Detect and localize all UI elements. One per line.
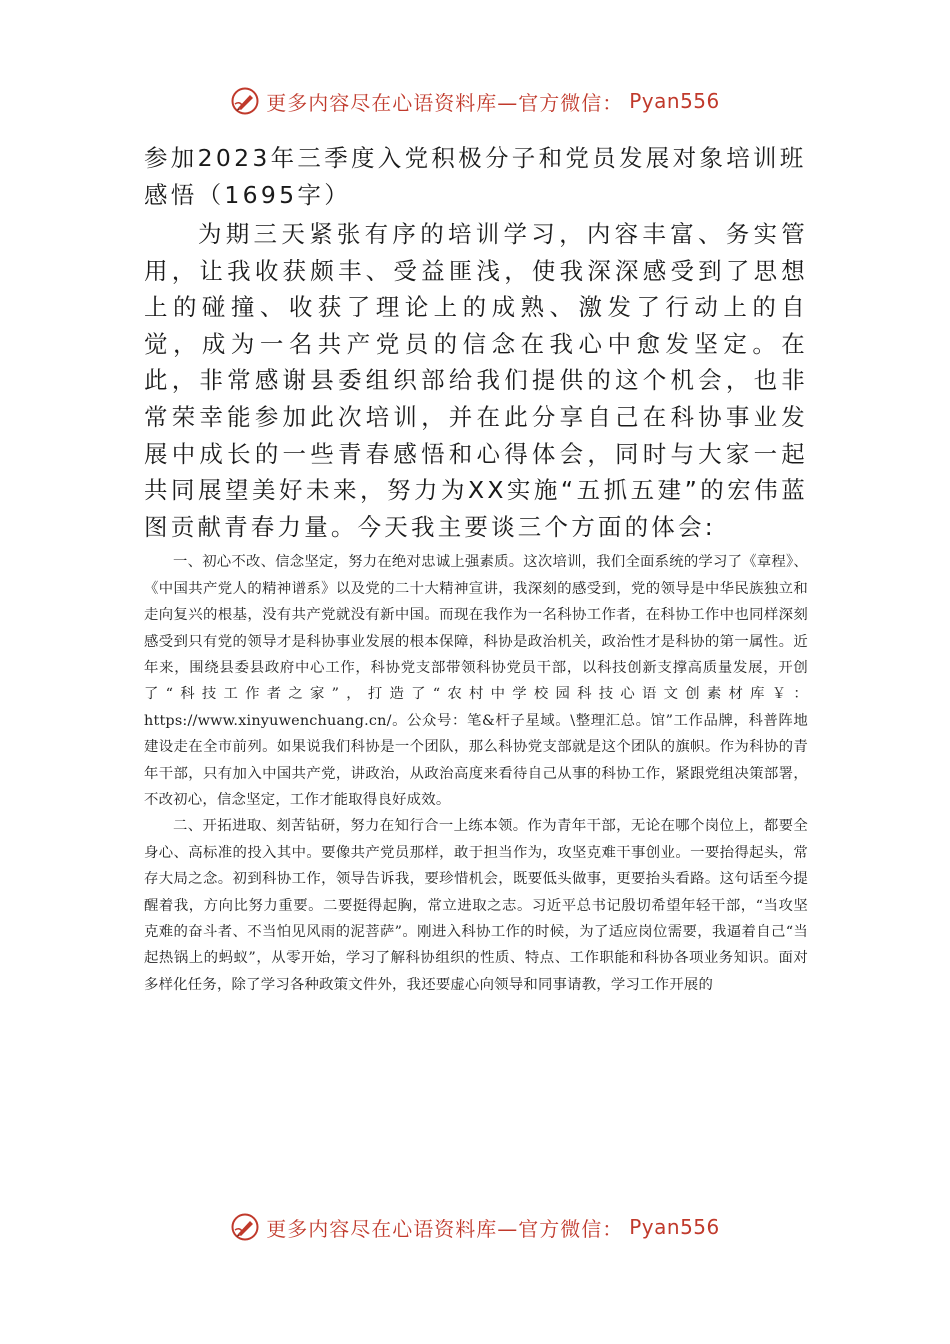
pen-logo-icon [230,1212,260,1242]
document-title: 参加2023年三季度入党积极分子和党员发展对象培训班感悟（1695字） [144,144,807,209]
watermark-footer [0,1212,950,1242]
pen-logo-icon [230,86,260,116]
document-body [144,140,808,998]
intro-paragraph: 为期三天紧张有序的培训学习，内容丰富、务实管用，让我收获颇丰、受益匪浅，使我深深感受到了思想上的碰撞、收获了理论上的成熟、激发了行动上的自觉，成为一名共产党员的信念在我心中愈发坚定。在此，非常感谢县委组织部给我们提供的这个机会，也非常荣幸能参加此次培训，并在此分享自己在科协事业发展中成长的一些青春感悟和心得体会，同时与大家一起共同展望美好未来，努力为XX实施“五抓五建”的宏伟蓝图贡献青春力量。今天我主要谈三个方面的体会: [144,220,808,541]
watermark-text: 更多内容尽在心语资料库—官方微信： [266,1216,624,1241]
watermark-header [0,86,950,116]
section-2-paragraph: 二、开拓进取、刻苦钻研，努力在知行合一上练本领。作为青年干部，无论在哪个岗位上，都要全身心、高标准的投入其中。要像共产党员那样，敢于担当作为，攻坚克难干事创业。一要抬得起头，常存大局之念。初到科协工作，领导告诉我，要珍惜机会，既要低头做事，更要抬头看路。这句话至今提醒着我，方向比努力重要。二要挺得起胸，常立进取之志。习近平总书记殷切希望年轻干部，“当攻坚克难的奋斗者、不当怕见风雨的泥菩萨”。刚进入科协工作的时候，为了适应岗位需要，我逼着自己“当起热锅上的蚂蚁”，从零开始，学习了解科协组织的性质、特点、工作职能和科协各项业务知识。面对多样化任务，除了学习各种政策文件外，我还要虚心向领导和同事请教，学习工作开展的 [144,818,808,993]
watermark-wechat-id: Pyan556 [629,89,720,113]
watermark-text: 更多内容尽在心语资料库—官方微信： [266,90,624,115]
watermark-wechat-id: Pyan556 [629,1215,720,1239]
section-1-paragraph: 一、初心不改、信念坚定，努力在绝对忠诚上强素质。这次培训，我们全面系统的学习了《章程》、《中国共产党人的精神谱系》以及党的二十大精神宣讲，我深刻的感受到，党的领导是中华民族独立和走向复兴的根基，没有共产党就没有新中国。而现在我作为一名科协工作者，在科协工作中也同样深刻感受到只有党的领导才是科协事业发展的根本保障，科协是政治机关，政治性才是科协的第一属性。近年来，围绕县委县政府中心工作，科协党支部带领科协党员干部，以科技创新支撑高质量发展，开创了“科技工作者之家”，打造了“农村中学校园科技心语文创素材库￥：https://www.xinyuwenchuang.cn/。公众号：笔&杆子星域。\整理汇总。馆”工作品牌，科普阵地建设走在全市前列。如果说我们科协是一个团队，那么科协党支部就是这个团队的旗帜。作为科协的青年干部，只有加入中国共产党，讲政治，从政治高度来看待自己从事的科协工作，紧跟党组决策部署，不改初心，信念坚定，工作才能取得良好成效。 [144,554,808,808]
